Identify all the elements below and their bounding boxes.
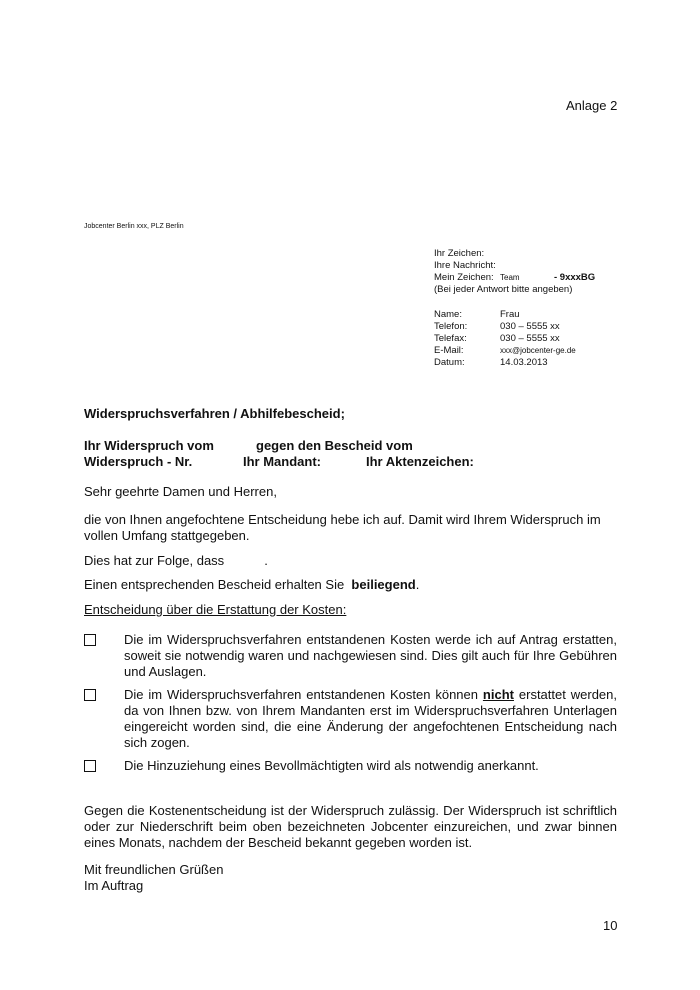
- contact-datum-row: [434, 357, 674, 369]
- datum-value: 14.03.2013: [500, 357, 548, 368]
- consequence-text: Dies hat zur Folge, dass: [84, 553, 225, 568]
- contact-telefon-row: [434, 321, 674, 333]
- subject-mandant: Ihr Mandant:: [243, 454, 321, 469]
- consequence-line: [84, 553, 617, 569]
- bescheid-bold: beiliegend: [351, 577, 416, 592]
- mein-zeichen-code: - 9xxxBG: [554, 272, 596, 283]
- subject-widerspruch-nr: Widerspruch - Nr.: [84, 454, 193, 469]
- legal-notice: Gegen die Kostenentscheidung ist der Widerspruch zulässig. Der Widerspruch ist schriftlich oder zur Niederschrift beim oben bezeichneten Jobcenter einzureichen, und zwar binnen eines Monats, nachdem der Bescheid bekannt gegeben worden ist.: [84, 803, 617, 850]
- contact-name-row: [434, 309, 674, 321]
- contact-telefax-row: [434, 333, 674, 345]
- mein-zeichen-row: [434, 272, 674, 284]
- reference-block: [434, 248, 674, 296]
- contact-block: [434, 309, 674, 369]
- telefon-value: 030 – 5555 xx: [500, 321, 560, 332]
- reference-note: (Bei jeder Antwort bitte angeben): [434, 284, 573, 295]
- option-1-text: Die im Widerspruchsverfahren entstandenen Kosten werde ich auf Antrag erstatten, soweit sie notwendig waren und nachgewiesen sind. Dies gilt auch für Ihre Gebühren und Auslagen.: [124, 632, 617, 679]
- subject-aktenzeichen: Ihr Aktenzeichen:: [366, 454, 474, 469]
- mein-zeichen-label: Mein Zeichen:: [434, 272, 494, 283]
- ihre-nachricht: Ihre Nachricht:: [434, 260, 496, 271]
- option-2-text-after: erstattet werden, da von Ihnen bzw. von Ihrem Mandanten erst im Widerspruchsverfahren Unterlagen eingereicht worden sind, die eine Änderung der angefochtenen Entscheidung nach sich zogen.: [124, 687, 618, 750]
- paragraph-decision: die von Ihnen angefochtene Entscheidung hebe ich auf. Damit wird Ihrem Widerspruch im vollen Umfang stattgegeben.: [84, 512, 601, 543]
- name-label: Name:: [434, 309, 462, 320]
- datum-label: Datum:: [434, 357, 465, 368]
- bescheid-line: [84, 577, 617, 593]
- bescheid-text: Einen entsprechenden Bescheid erhalten Sie: [84, 577, 345, 592]
- option-2-checkbox[interactable]: [84, 689, 96, 701]
- contact-email-row: [434, 345, 674, 357]
- option-3-checkbox[interactable]: [84, 760, 96, 772]
- telefax-label: Telefax:: [434, 333, 467, 344]
- salutation: Sehr geehrte Damen und Herren,: [84, 484, 277, 499]
- bescheid-end: .: [415, 577, 420, 592]
- mein-zeichen-team: Team: [500, 273, 520, 282]
- signature-line: Im Auftrag: [84, 878, 144, 893]
- annex-label: Anlage 2: [566, 98, 618, 113]
- subject-widerspruch-vom: Ihr Widerspruch vom: [84, 438, 214, 453]
- page-number: 10: [603, 918, 618, 933]
- option-1-checkbox[interactable]: [84, 634, 96, 646]
- email-value: xxx@jobcenter-ge.de: [500, 346, 576, 355]
- subject-bescheid-vom: gegen den Bescheid vom: [256, 438, 413, 453]
- option-3-text: Die Hinzuziehung eines Bevollmächtigten wird als notwendig anerkannt.: [124, 758, 539, 773]
- subject-title: Widerspruchsverfahren / Abhilfebescheid;: [84, 406, 345, 421]
- sender-line: Jobcenter Berlin xxx, PLZ Berlin: [84, 223, 184, 230]
- ihr-zeichen: Ihr Zeichen:: [434, 248, 485, 259]
- option-2-text-before: Die im Widerspruchsverfahren entstandenen Kosten können: [124, 687, 479, 702]
- consequence-dot: .: [264, 553, 268, 568]
- email-label: E-Mail:: [434, 345, 464, 356]
- name-value: Frau: [500, 309, 520, 320]
- costs-heading: Entscheidung über die Erstattung der Kosten:: [84, 602, 347, 617]
- option-2-text: [124, 687, 617, 751]
- closing-greeting: Mit freundlichen Grüßen: [84, 862, 224, 877]
- option-2-emphasis: nicht: [482, 687, 514, 702]
- telefax-value: 030 – 5555 xx: [500, 333, 560, 344]
- telefon-label: Telefon:: [434, 321, 468, 332]
